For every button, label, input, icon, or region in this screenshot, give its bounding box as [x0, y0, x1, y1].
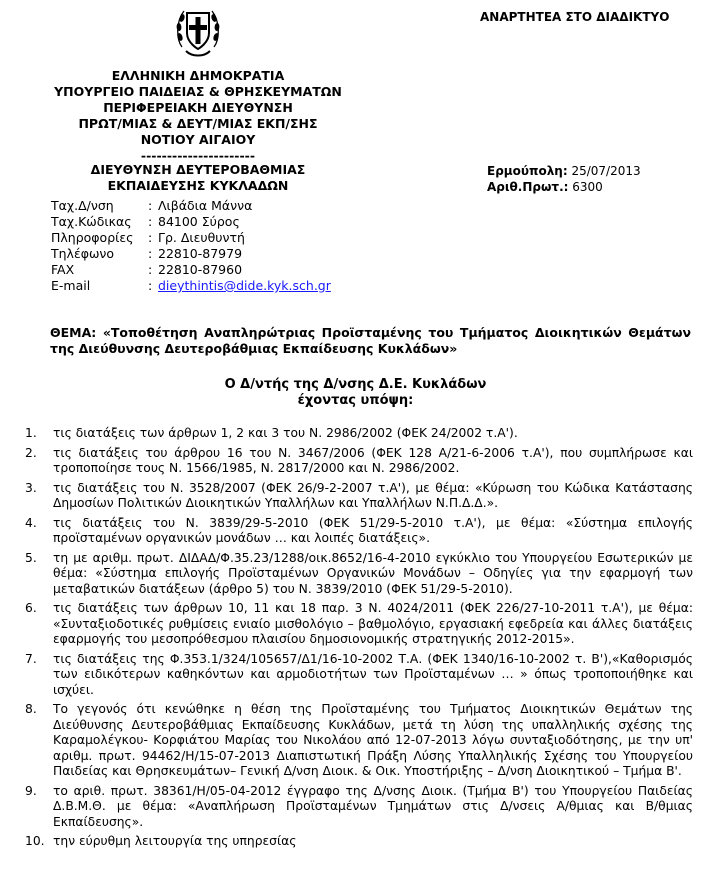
list-item: [25, 481, 693, 512]
list-item: [25, 784, 693, 831]
issuing-authority: [28, 68, 368, 164]
list-item: [25, 551, 693, 598]
item-text: τις διατάξεις του Ν. 3528/2007 (ΦΕΚ 26/9-2-2007 τ.Α'), με θέμα: «Κύρωση του Κώδικα Κατάστασης Δημοσίων Πολιτικών Διοικητικών Υπαλλήλων και Υπαλλήλων Ν.Π.Δ.Δ.».: [53, 480, 693, 510]
considerations-heading: [0, 377, 711, 409]
document-subject: ΘΕΜΑ: «Τοποθέτηση Αναπληρώτριας Προϊσταμένης του Τμήματος Διοικητικών Θεμάτων της Διεύθυνσης Δευτεροβάθμιας Εκπαίδευσης Κυκλάδων»: [50, 325, 691, 356]
contact-value: 22810-87960: [158, 262, 243, 277]
list-item: [25, 702, 693, 780]
contact-key: Ταχ.Δ/νση: [51, 198, 114, 213]
contact-value: Γρ. Διευθυντή: [158, 230, 245, 245]
item-number: 2.: [25, 445, 37, 460]
item-text: τις διατάξεις της Φ.353.1/324/105657/Δ1/16-10-2002 Τ.Α. (ΦΕΚ 1340/16-10-2002 τ. Β'),«Καθορισμός των ειδικότερων καθηκόντων και αρμοδιοτήτων των Προϊσταμένων … » όπως τροποποιήθηκε και ισχύει.: [53, 651, 693, 697]
item-text: το αριθ. πρωτ. 38361/Η/05-04-2012 έγγραφο της Δ/νσης Διοικ. (Τμήμα Β') του Υπουργείου Παιδείας Δ.Β.Μ.Θ. με θέμα: «Αναπλήρωση Προϊσταμένων Τμημάτων στις Δ/νσεις Α/θμιας και Β/θμιας Εκπαίδευσης».: [53, 783, 693, 829]
contact-value: Λιβάδια Μάννα: [158, 198, 253, 213]
item-number: 7.: [25, 651, 37, 666]
item-number: 8.: [25, 702, 37, 716]
contact-row: E-mail : dieythintis@dide.kyk.sch.gr: [51, 278, 331, 293]
authority-line: ΠΡΩΤ/ΜΙΑΣ & ΔΕΥΤ/ΜΙΑΣ ΕΚΠ/ΣΗΣ: [78, 116, 318, 131]
document-date: 25/07/2013: [571, 164, 641, 178]
contact-value: 84100 Σύρος: [158, 214, 240, 229]
directorate: [28, 162, 368, 194]
contact-row: Ταχ.Κώδικας : 84100 Σύρος: [51, 214, 331, 230]
contact-row: FAX : 22810-87960: [51, 262, 331, 278]
online-posting-notice: ΑΝΑΡΤΗΤΕΑ ΣΤΟ ΔΙΑΔΙΚΤΥΟ: [480, 10, 670, 24]
list-item: [25, 426, 693, 442]
directorate-line: ΕΚΠΑΙΔΕΥΣΗΣ ΚΥΚΛΑΔΩΝ: [107, 178, 289, 193]
list-item: [25, 446, 693, 477]
item-text: τις διατάξεις του άρθρου 16 του Ν. 3467/2006 (ΦΕΚ 128 Α/21-6-2006 τ.Α'), που συμπλήρωσε και τροποποίησε τους Ν. 1566/1985, Ν. 2817/2000 και Ν. 2986/2002.: [53, 445, 693, 475]
item-text: τις διατάξεις των άρθρων 10, 11 και 18 παρ. 3 Ν. 4024/2011 (ΦΕΚ 226/27-10-2011 τ.Α'), με θέμα: «Συνταξιοδοτικές ρυθμίσεις ενιαίο μισθολόγιο – βαθμολόγιο, εργασιακή εφεδρεία και άλλες διατάξεις εφαρμογής του μεσοπρόθεσμου πλαισίου δημοσιονομικής στρατηγικής 2012-2015».: [53, 601, 693, 646]
contact-key: E-mail: [51, 278, 91, 293]
item-number: 9.: [25, 783, 37, 798]
contact-value: 22810-87979: [158, 246, 243, 261]
authority-line: ΥΠΟΥΡΓΕΙΟ ΠΑΙΔΕΙΑΣ & ΘΡΗΣΚΕΥΜΑΤΩΝ: [54, 84, 342, 99]
contact-row: Τηλέφωνο : 22810-87979: [51, 246, 331, 262]
heading-line-considering: έχοντας υπόψη:: [297, 393, 414, 408]
place-label: Ερμούπολη:: [487, 164, 568, 178]
item-number: 10.: [25, 834, 45, 848]
contact-key: Πληροφορίες: [51, 230, 134, 245]
item-text: Το γεγονός ότι κενώθηκε η θέση της Προϊσταμένης του Τμήματος Διοικητικών Θεμάτων της Διεύθυνσης Δευτεροβάθμιας Εκπαίδευσης Κυκλάδων, μετά τη λύση της υπαλληλικής σχέσης της Καραμολέγκου- Κορφιάτου Μαρίας του Νικολάου από 12-07-2013 λόγω συνταξιοδότησης, με την υπ' αριθμ. πρωτ. 94462/Η/15-07-2013 Διαπιστωτική Πράξη Λύσης Υπαλληλικής Σχέσης του Υπουργείου Παιδείας και Θρησκευμάτων– Γενική Δ/νση Διοικ. & Οικ. Υποστήριξης – Δ/νση Διοικητικού – Τμήμα Β'.: [53, 702, 693, 778]
contact-row: Πληροφορίες : Γρ. Διευθυντή: [51, 230, 331, 246]
authority-separator: ----------------------: [140, 148, 256, 163]
contact-row: Ταχ.Δ/νση : Λιβάδια Μάννα: [51, 198, 331, 214]
item-number: 6.: [25, 601, 37, 615]
list-item: [25, 652, 693, 699]
authority-line: ΝΟΤΙΟΥ ΑΙΓΑΙΟΥ: [140, 132, 256, 147]
item-number: 5.: [25, 550, 37, 565]
protocol-number: 6300: [572, 180, 603, 194]
list-item: [25, 834, 693, 850]
list-item: [25, 601, 693, 648]
item-number: 3.: [25, 480, 37, 495]
email-link[interactable]: dieythintis@dide.kyk.sch.gr: [158, 278, 331, 293]
item-text: την εύρυθμη λειτουργία της υπηρεσίας: [53, 834, 297, 848]
protocol-label: Αριθ.Πρωτ.:: [487, 180, 569, 194]
contact-details: [51, 198, 331, 294]
document-meta: [487, 163, 641, 195]
authority-line: ΠΕΡΙΦΕΡΕΙΑΚΗ ΔΙΕΥΘΥΝΣΗ: [103, 100, 293, 115]
authority-line: ΕΛΛΗΝΙΚΗ ΔΗΜΟΚΡΑΤΙΑ: [111, 68, 285, 83]
list-item: [25, 516, 693, 547]
contact-key: Ταχ.Κώδικας: [51, 214, 132, 229]
item-text: τις διατάξεις των άρθρων 1, 2 και 3 του Ν. 2986/2002 (ΦΕΚ 24/2002 τ.Α').: [53, 426, 518, 440]
contact-key: Τηλέφωνο: [51, 246, 115, 261]
item-text: τη με αριθμ. πρωτ. ΔΙΔΑΔ/Φ.35.23/1288/οικ.8652/16-4-2010 εγκύκλιο του Υπουργείου Εσωτερικών με θέμα: «Σύστημα επιλογής Προϊσταμένων Οργανικών Μονάδων – Οδηγίες για την εφαρμογή των μεταβατικών διατάξεων (άρθρο 5) του Ν. 3839/2010 (ΦΕΚ 51/29-5-2010).: [53, 550, 693, 596]
directorate-line: ΔΙΕΥΘΥΝΣΗ ΔΕΥΤΕΡΟΒΑΘΜΙΑΣ: [90, 162, 306, 177]
item-number: 4.: [25, 515, 37, 530]
item-text: τις διατάξεις του Ν. 3839/29-5-2010 (ΦΕΚ 51/29-5-2010 τ.Α'), με θέμα: «Σύστημα επιλογής προϊσταμένων οργανικών μονάδων … και λοιπές διατάξεις».: [53, 515, 693, 545]
contact-key: FAX: [51, 262, 75, 277]
considerations-list: [25, 426, 693, 854]
item-number: 1.: [25, 426, 37, 440]
hellenic-republic-emblem-icon: [174, 3, 222, 61]
heading-line-director: Ο Δ/ντής της Δ/νσης Δ.Ε. Κυκλάδων: [224, 377, 487, 392]
